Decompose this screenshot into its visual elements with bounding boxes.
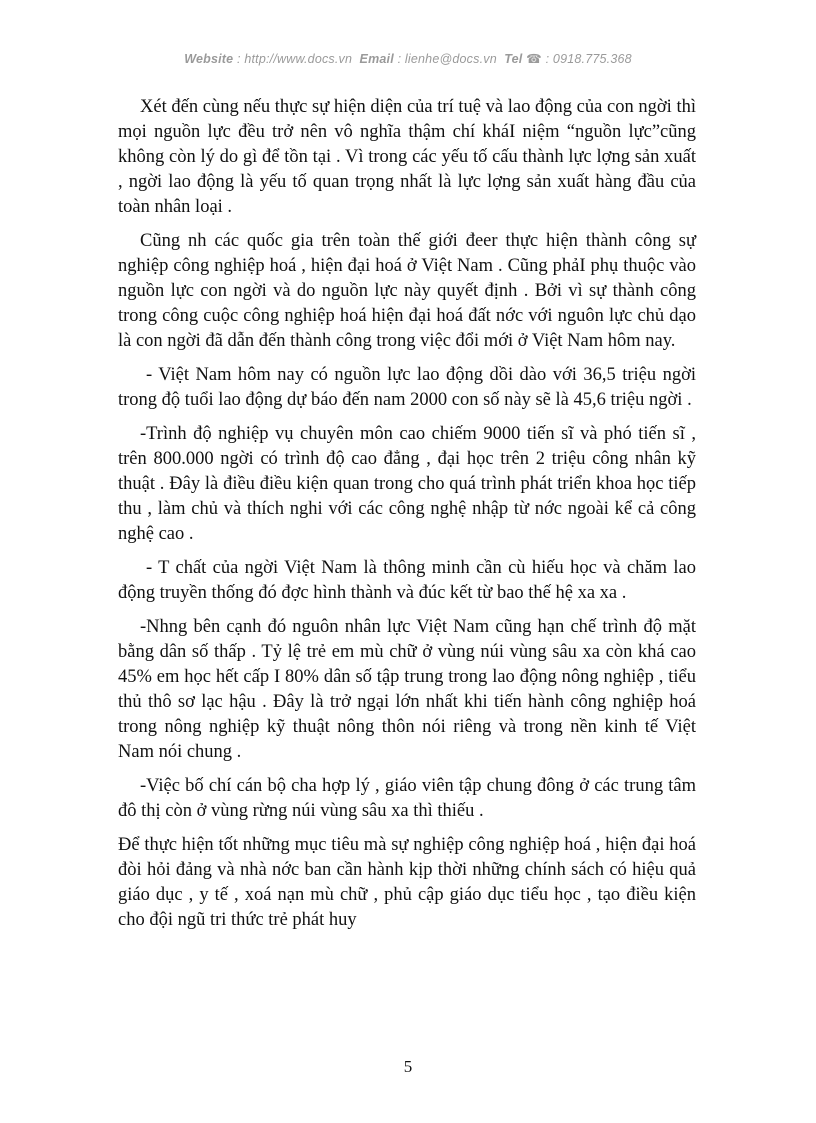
website-url[interactable]: : http://www.docs.vn xyxy=(237,52,353,66)
paragraph-3: - Việt Nam hôm nay có nguồn lực lao động dồi dào với 36,5 triệu ngời trong độ tuổi lao động dự báo đến nam 2000 con số này sẽ là 45,6 triệu ngời . xyxy=(118,365,696,410)
phone-icon: ☎ xyxy=(526,52,542,66)
phone-number: : 0918.775.368 xyxy=(545,52,632,66)
page-number: 5 xyxy=(403,1057,413,1076)
paragraph-8: Để thực hiện tốt những mục tiêu mà sự nghiệp công nghiệp hoá , hiện đại hoá đòi hỏi đảng và nhà nớc ban cần hành kịp thời những chính sách có hiệu quả giáo dục , y tế , xoá nạn mù chữ , phủ cập giáo dục tiểu học , tạo điều kiện cho đội ngũ tri thức trẻ phát huy xyxy=(118,835,696,930)
paragraph-2: Cũng nh các quốc gia trên toàn thế giới đeer thực hiện thành công sự nghiệp công nghiệp hoá , hiện đại hoá ở Việt Nam . Cũng phảI phụ thuộc vào nguồn lực con ngời và do nguồn lực này quyết định . Bởi vì sự thành công trong công cuộc công nghiệp hoá hiện đại hoá đất nớc với nguôn lực chủ dạo là con ngời đã dẫn đến thành công trong việc đổi mới ở Việt Nam hôm nay. xyxy=(118,231,696,351)
email-label: Email xyxy=(359,52,394,66)
document-body xyxy=(118,95,696,942)
paragraph-5: - T chất của ngời Việt Nam là thông minh cần cù hiếu học và chăm lao động truyền thống đó đợc hình thành và đúc kết từ bao thế hệ xa xa . xyxy=(118,558,696,603)
paragraph-7: -Việc bố chí cán bộ cha hợp lý , giáo viên tập chung đông ở các trung tâm đô thị còn ở vùng rừng núi vùng sâu xa thì thiếu . xyxy=(118,776,696,821)
email-address[interactable]: : lienhe@docs.vn xyxy=(397,52,497,66)
paragraph-1: Xét đến cùng nếu thực sự hiện diện của trí tuệ và lao động của con ngời thì mọi nguồn lực đều trở nên vô nghĩa thậm chí kháI niệm “nguồn lực”cũng không còn lý do gì để tồn tại . Vì trong các yếu tố cấu thành lực lợng sản xuất , ngời lao động là yếu tố quan trọng nhất là lực lợng sản xuất hàng đầu của toàn nhân loại . xyxy=(118,97,696,217)
tel-label: Tel xyxy=(504,52,523,66)
paragraph-4: -Trình độ nghiệp vụ chuyên môn cao chiếm 9000 tiến sĩ và phó tiến sĩ , trên 800.000 ngời có trình độ cao đẳng , đại học trên 2 triệu công nhân kỹ thuật . Đây là điều điều kiện quan trong cho quá trình phát triển khoa học tiếp thu , làm chủ và thích nghi với các công nghệ nhập từ nớc ngoài kể cả công nghệ cao . xyxy=(118,424,696,544)
paragraph-6: -Nhng bên cạnh đó nguôn nhân lực Việt Nam cũng hạn chế trình độ mặt bằng dân số thấp . Tỷ lệ trẻ em mù chữ ở vùng núi vùng sâu xa còn khá cao 45% em học hết cấp I 80% dân số tập trung trong lao động nông nghiệp , tiểu thủ thô sơ lạc hậu . Đây là trở ngại lớn nhất khi tiến hành công nghiệp hoá trong nông nghiệp kỹ thuật nông thôn nói riêng và trong nền kinh tế Việt Nam nói chung . xyxy=(118,617,696,762)
page-header xyxy=(0,51,816,66)
website-label: Website xyxy=(184,52,234,66)
